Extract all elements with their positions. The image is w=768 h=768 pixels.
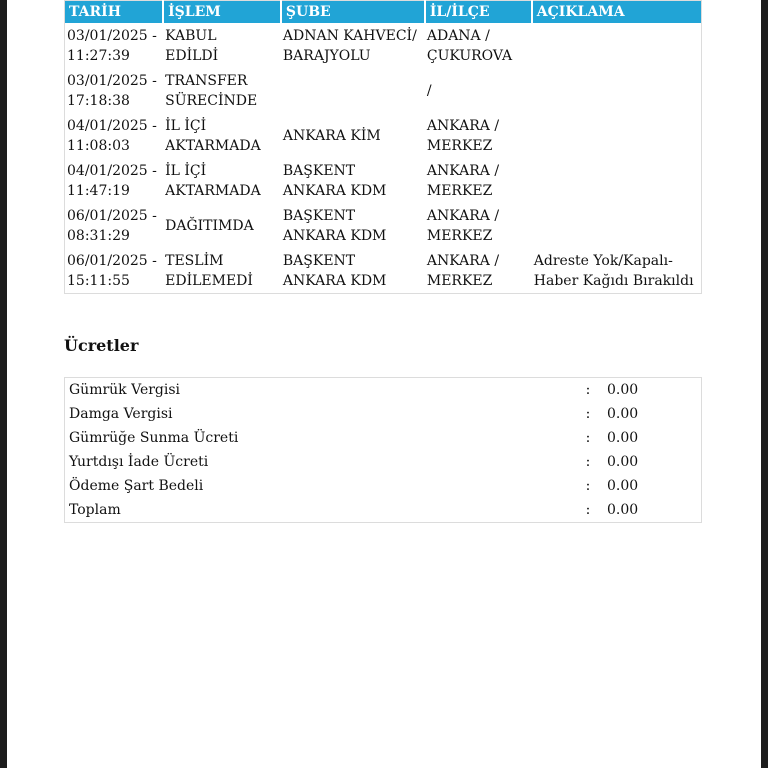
cell-date: 03/01/2025 - 17:18:38 — [67, 73, 157, 109]
cell-description — [532, 113, 702, 158]
fee-row — [65, 426, 702, 450]
fee-separator: : — [585, 382, 591, 398]
fee-separator: : — [585, 454, 591, 470]
cell-operation: KABUL EDİLDİ — [165, 28, 219, 64]
fee-row — [65, 474, 702, 498]
cell-location: ANKARA / MERKEZ — [426, 118, 500, 154]
header-description: AÇIKLAMA — [532, 1, 702, 24]
fee-label: Toplam — [69, 502, 121, 518]
table-row — [65, 158, 702, 203]
fee-value: 0.00 — [607, 382, 639, 398]
fee-value: 0.00 — [607, 430, 639, 446]
fee-row — [65, 450, 702, 474]
table-row — [65, 23, 702, 68]
tracking-header-row — [65, 1, 702, 24]
cell-location: ANKARA / MERKEZ — [426, 253, 500, 289]
fees-title: Ücretler — [64, 336, 139, 355]
cell-operation: DAĞITIMDA — [165, 218, 254, 234]
fees-table — [64, 377, 702, 523]
cell-branch: BAŞKENT ANKARA KDM — [282, 253, 387, 289]
cell-location: ANKARA / MERKEZ — [426, 208, 500, 244]
fee-label: Gümrüğe Sunma Ücreti — [69, 430, 239, 446]
fee-separator: : — [585, 406, 591, 422]
fee-separator: : — [585, 478, 591, 494]
cell-operation: TRANSFER SÜRECİNDE — [165, 73, 258, 109]
fee-label: Gümrük Vergisi — [69, 382, 181, 398]
fee-row-total — [65, 498, 702, 523]
cell-branch: BAŞKENT ANKARA KDM — [282, 163, 387, 199]
cell-location: / — [426, 83, 432, 99]
cell-date: 04/01/2025 - 11:08:03 — [67, 118, 157, 154]
cell-description — [532, 68, 702, 113]
fee-value: 0.00 — [607, 502, 639, 518]
cell-description — [532, 203, 702, 248]
cell-description: Adreste Yok/Kapalı- Haber Kağıdı Bırakıldı — [533, 253, 694, 289]
cell-description — [532, 23, 702, 68]
fee-row — [65, 378, 702, 403]
cell-operation: TESLİM EDİLEMEDİ — [165, 253, 253, 289]
cell-location: ADANA / ÇUKUROVA — [426, 28, 513, 64]
cell-operation: İL İÇİ AKTARMADA — [165, 163, 261, 199]
cell-branch — [281, 68, 425, 113]
fee-label: Damga Vergisi — [69, 406, 173, 422]
fee-label: Ödeme Şart Bedeli — [69, 478, 204, 494]
cell-description — [532, 158, 702, 203]
fee-value: 0.00 — [607, 454, 639, 470]
header-operation: İŞLEM — [163, 1, 281, 24]
fee-row — [65, 402, 702, 426]
cell-location: ANKARA / MERKEZ — [426, 163, 500, 199]
document-page — [7, 0, 761, 768]
cell-branch: BAŞKENT ANKARA KDM — [282, 208, 387, 244]
cell-date: 03/01/2025 - 11:27:39 — [67, 28, 157, 64]
fee-separator: : — [585, 502, 591, 518]
cell-branch: ADNAN KAHVECİ/ BARAJYOLU — [282, 28, 417, 64]
table-row — [65, 113, 702, 158]
cell-date: 06/01/2025 - 08:31:29 — [67, 208, 157, 244]
table-row — [65, 248, 702, 294]
fee-separator: : — [585, 430, 591, 446]
header-date: TARİH — [65, 1, 164, 24]
table-row — [65, 203, 702, 248]
cell-operation: İL İÇİ AKTARMADA — [165, 118, 261, 154]
fee-label: Yurtdışı İade Ücreti — [69, 454, 209, 470]
cell-date: 04/01/2025 - 11:47:19 — [67, 163, 157, 199]
fee-value: 0.00 — [607, 406, 639, 422]
header-branch: ŞUBE — [281, 1, 425, 24]
fee-value: 0.00 — [607, 478, 639, 494]
cell-date: 06/01/2025 - 15:11:55 — [67, 253, 157, 289]
header-location: İL/İLÇE — [425, 1, 532, 24]
cell-branch: ANKARA KİM — [282, 128, 381, 144]
table-row — [65, 68, 702, 113]
tracking-table — [64, 0, 702, 294]
